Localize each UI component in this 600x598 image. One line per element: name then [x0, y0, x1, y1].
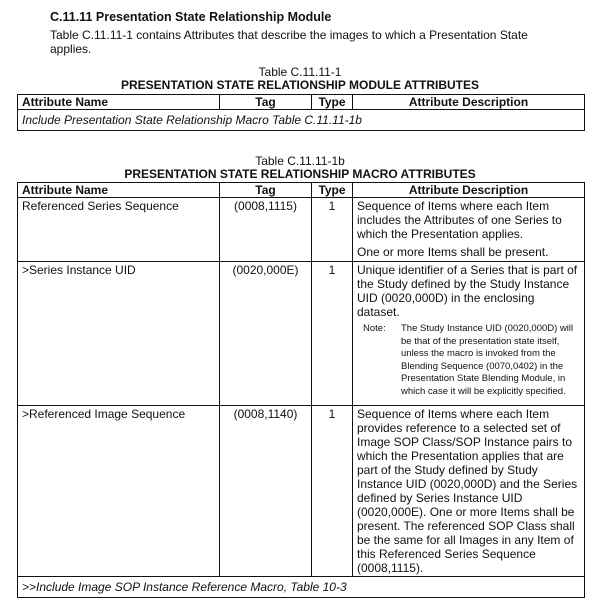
module-attributes-table: [17, 94, 585, 131]
table1-caption: [0, 66, 600, 92]
attribute-description: [353, 198, 585, 262]
header-type: Type: [312, 95, 353, 110]
table1-caption-number: Table C.11.11-1: [258, 65, 342, 79]
header-description: Attribute Description: [353, 95, 585, 110]
table-row: [18, 110, 585, 131]
macro-attributes-table: [17, 182, 585, 598]
attribute-tag: (0008,1140): [220, 406, 312, 577]
header-attribute-name: Attribute Name: [18, 183, 220, 198]
attribute-type: 1: [312, 198, 353, 262]
attribute-name: >Referenced Image Sequence: [18, 406, 220, 577]
description-text: Sequence of Items where each Item includes the Attributes of one Series to which the Presentation applies.: [357, 199, 562, 241]
description-text: Unique identifier of a Series that is part of the Study defined by the Study Instance UID (0020,000D) in the enclosing dataset.: [357, 263, 578, 319]
header-type: Type: [312, 183, 353, 198]
table2-caption-number: Table C.11.11-1b: [255, 154, 345, 168]
attribute-name: Referenced Series Sequence: [18, 198, 220, 262]
header-tag: Tag: [220, 183, 312, 198]
attribute-tag: (0008,1115): [220, 198, 312, 262]
description-text: Sequence of Items where each Item provides reference to a selected set of Image SOP Class/SOP Instance pairs to which the Presentation applies that are part of the Study defined by Study Instance UID (0020,000D) and the Series defined by Series Instance UID (0020,000E). One or more Items shall be present. The referenced SOP Class shall be the same for all Images in any Item of this Referenced Series Sequence (0008,1115).: [357, 407, 578, 575]
table-row: [18, 406, 585, 577]
attribute-tag: (0020,000E): [220, 262, 312, 406]
table2-caption-title: PRESENTATION STATE RELATIONSHIP MACRO ATTRIBUTES: [124, 167, 476, 181]
attribute-description: [353, 262, 585, 406]
section-intro: Table C.11.11-1 contains Attributes that describe the images to which a Presentation State applies.: [50, 28, 528, 56]
header-tag: Tag: [220, 95, 312, 110]
table-row: [18, 577, 585, 598]
table-row: [18, 262, 585, 406]
table1-caption-title: PRESENTATION STATE RELATIONSHIP MODULE ATTRIBUTES: [120, 78, 479, 92]
note-text: The Study Instance UID (0020,000D) will be that of the presentation state itself, unless the macro is invoked from the Blending Sequence (0070,0402) in the Presentation State Blending Module, in which case it will be explicitly specified.: [401, 323, 574, 397]
section-heading: C.11.11 Presentation State Relationship Module: [50, 10, 332, 24]
table2-caption: [0, 155, 600, 181]
note: [357, 323, 580, 398]
table-row: [18, 198, 585, 262]
attribute-name: >Series Instance UID: [18, 262, 220, 406]
header-attribute-name: Attribute Name: [18, 95, 220, 110]
table-header-row: [18, 95, 585, 110]
note-label: Note:: [363, 323, 386, 334]
header-description: Attribute Description: [353, 183, 585, 198]
table-header-row: [18, 183, 585, 198]
attribute-type: 1: [312, 406, 353, 577]
attribute-description: [353, 406, 585, 577]
attribute-type: 1: [312, 262, 353, 406]
include-macro-row: Include Presentation State Relationship Macro Table C.11.11-1b: [18, 110, 585, 131]
description-text-2: One or more Items shall be present.: [357, 245, 549, 259]
include-macro-row: >>Include Image SOP Instance Reference Macro, Table 10-3: [18, 577, 585, 598]
